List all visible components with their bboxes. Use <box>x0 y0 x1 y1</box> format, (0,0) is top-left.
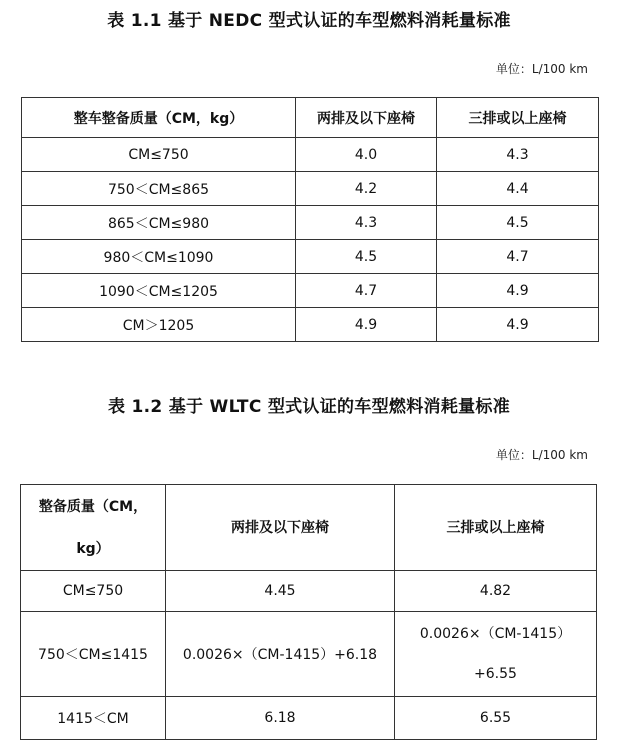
table-row <box>22 172 599 206</box>
table2-unit: 单位：L/100 km <box>495 448 588 462</box>
table2-cell-three-rows-line1: 6.55 <box>479 710 512 726</box>
table2-header-three-rows: 三排或以上座椅 <box>395 485 597 571</box>
table1-cell-mass: 1090＜CM≤1205 <box>22 274 296 308</box>
table2-header-two-rows: 两排及以下座椅 <box>166 485 395 571</box>
table2-cell-three-rows-line2: +6.55 <box>474 666 517 682</box>
table-row <box>21 571 597 612</box>
table1-header-three-rows: 三排或以上座椅 <box>437 98 599 138</box>
table2-title: 表 1.2 基于 WLTC 型式认证的车型燃料消耗量标准 <box>107 397 511 417</box>
table1-cell-three-rows: 4.5 <box>437 206 599 240</box>
table1-cell-two-rows: 4.3 <box>296 206 437 240</box>
table1-cell-three-rows: 4.3 <box>437 138 599 172</box>
table1-cell-three-rows: 4.7 <box>437 240 599 274</box>
table2-cell-mass: 1415＜CM <box>21 697 166 740</box>
table1-cell-two-rows: 4.0 <box>296 138 437 172</box>
table1-cell-two-rows: 4.7 <box>296 274 437 308</box>
table1-title: 表 1.1 基于 NEDC 型式认证的车型燃料消耗量标准 <box>107 11 511 31</box>
nedc-standard-table <box>21 97 599 342</box>
table1-cell-mass: CM＞1205 <box>22 308 296 342</box>
table1-header-two-rows: 两排及以下座椅 <box>296 98 437 138</box>
table-row <box>22 308 599 342</box>
table1-cell-mass: 865＜CM≤980 <box>22 206 296 240</box>
table1-cell-two-rows: 4.9 <box>296 308 437 342</box>
table1-cell-two-rows: 4.2 <box>296 172 437 206</box>
table1-cell-three-rows: 4.9 <box>437 308 599 342</box>
table-row <box>22 206 599 240</box>
table2-header-mass-line2: kg） <box>76 540 110 557</box>
table2-header-row <box>21 485 597 571</box>
table1-cell-three-rows: 4.9 <box>437 274 599 308</box>
table-row <box>21 612 597 697</box>
table1-cell-mass: CM≤750 <box>22 138 296 172</box>
table-row <box>22 240 599 274</box>
table-row <box>22 138 599 172</box>
table2-cell-two-rows: 6.18 <box>166 697 395 740</box>
table2-header-mass <box>21 485 166 571</box>
table2-cell-three-rows-line1: 0.0026×（CM-1415） <box>419 626 572 642</box>
table2-cell-three-rows-line1: 4.82 <box>479 583 512 599</box>
table2-cell-mass: 750＜CM≤1415 <box>21 612 166 697</box>
table1-header-mass: 整车整备质量（CM，kg） <box>22 98 296 138</box>
table2-cell-three-rows <box>395 571 597 612</box>
table-row <box>22 274 599 308</box>
table1-cell-mass: 980＜CM≤1090 <box>22 240 296 274</box>
table1-header-row <box>22 98 599 138</box>
table1-cell-two-rows: 4.5 <box>296 240 437 274</box>
table2-cell-two-rows: 4.45 <box>166 571 395 612</box>
wltc-standard-table <box>20 484 597 740</box>
table-row <box>21 697 597 740</box>
table2-header-mass-line1: 整备质量（CM， <box>38 498 148 515</box>
table1-unit: 单位：L/100 km <box>495 62 588 76</box>
table2-cell-mass: CM≤750 <box>21 571 166 612</box>
table1-cell-three-rows: 4.4 <box>437 172 599 206</box>
table1-cell-mass: 750＜CM≤865 <box>22 172 296 206</box>
table2-cell-three-rows <box>395 612 597 697</box>
table2-cell-three-rows <box>395 697 597 740</box>
table2-cell-two-rows: 0.0026×（CM-1415）+6.18 <box>166 612 395 697</box>
